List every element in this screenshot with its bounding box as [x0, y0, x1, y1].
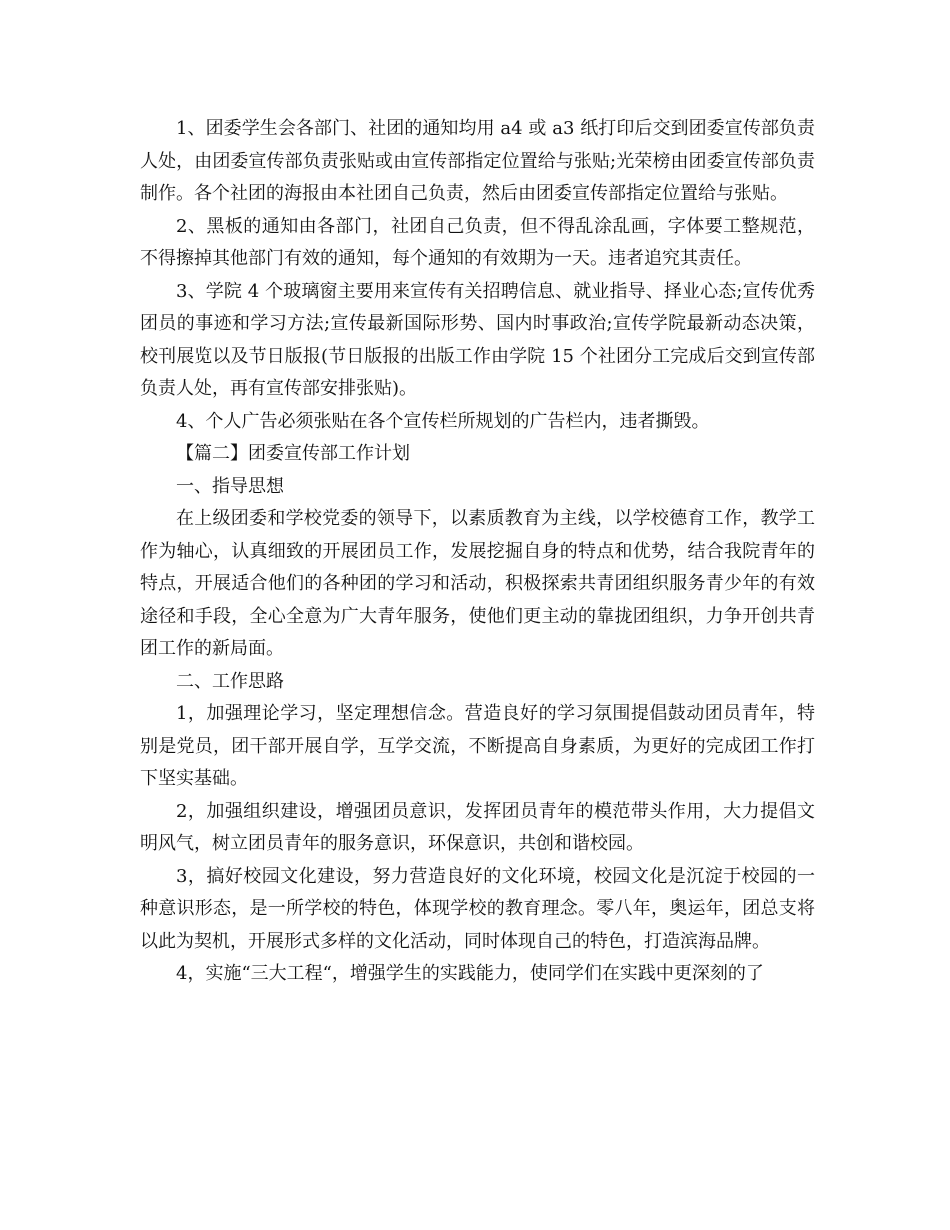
paragraph-approach-1: 1，加强理论学习，坚定理想信念。营造良好的学习氛围提倡鼓动团员青年，特别是党员，团干部开展自学，互学交流，不断提高自身素质，为更好的完成团工作打下坚实基础。 — [140, 703, 815, 789]
paragraph-guiding-ideology: 在上级团委和学校党委的领导下，以素质教育为主线，以学校德育工作，教学工作为轴心，认真细致的开展团员工作，发展挖掘自身的特点和优势，结合我院青年的特点，开展适合他们的各种团的学习和活动，积极探索共青团组织服务青少年的有效途径和手段，全心全意为广大青年服务，使他们更主动的靠拢团组织，力争开创共青团工作的新局面。 — [140, 508, 815, 659]
heading-work-approach: 二、工作思路 — [176, 670, 284, 692]
paragraph-rule-1: 1、团委学生会各部门、社团的通知均用 a4 或 a3 纸打印后交到团委宣传部负责人处，由团委宣传部负责张贴或由宣传部指定位置给与张贴;光荣榜由团委宣传部负责制作。各个社团的海报由本社团自己负责，然后由团委宣传部指定位置给与张贴。 — [140, 118, 815, 204]
paragraph-rule-4: 4、个人广告必须张贴在各个宣传栏所规划的广告栏内，违者撕毁。 — [176, 410, 710, 432]
paragraph-approach-4: 4，实施“三大工程“，增强学生的实践能力，使同学们在实践中更深刻的了 — [176, 963, 764, 984]
paragraph-rule-2: 2、黑板的通知由各部门，社团自己负责，但不得乱涂乱画，字体要工整规范，不得擦掉其他部门有效的通知，每个通知的有效期为一天。违者追究其责任。 — [140, 215, 815, 269]
paragraph-rule-3: 3、学院 4 个玻璃窗主要用来宣传有关招聘信息、就业指导、择业心态;宣传优秀团员的事迹和学习方法;宣传最新国际形势、国内时事政治;宣传学院最新动态决策，校刊展览以及节日版报(节日版报的出版工作由学院 15 个社团分工完成后交到宣传部负责人处，再有宣传部安排张贴)。 — [140, 280, 815, 399]
heading-guiding-ideology: 一、指导思想 — [176, 475, 284, 497]
paragraph-approach-3: 3，搞好校园文化建设，努力营造良好的文化环境，校园文化是沉淀于校园的一种意识形态，是一所学校的特色，体现学校的教育理念。零八年，奥运年，团总支将以此为契机，开展形式多样的文化活动，同时体现自己的特色，打造滨海品牌。 — [140, 865, 815, 952]
document-body — [140, 113, 815, 991]
section-title: 【篇二】团委宣传部工作计划 — [176, 443, 410, 464]
paragraph-approach-2: 2，加强组织建设，增强团员意识，发挥团员青年的模范带头作用，大力提倡文明风气，树立团员青年的服务意识，环保意识，共创和谐校园。 — [140, 800, 815, 854]
